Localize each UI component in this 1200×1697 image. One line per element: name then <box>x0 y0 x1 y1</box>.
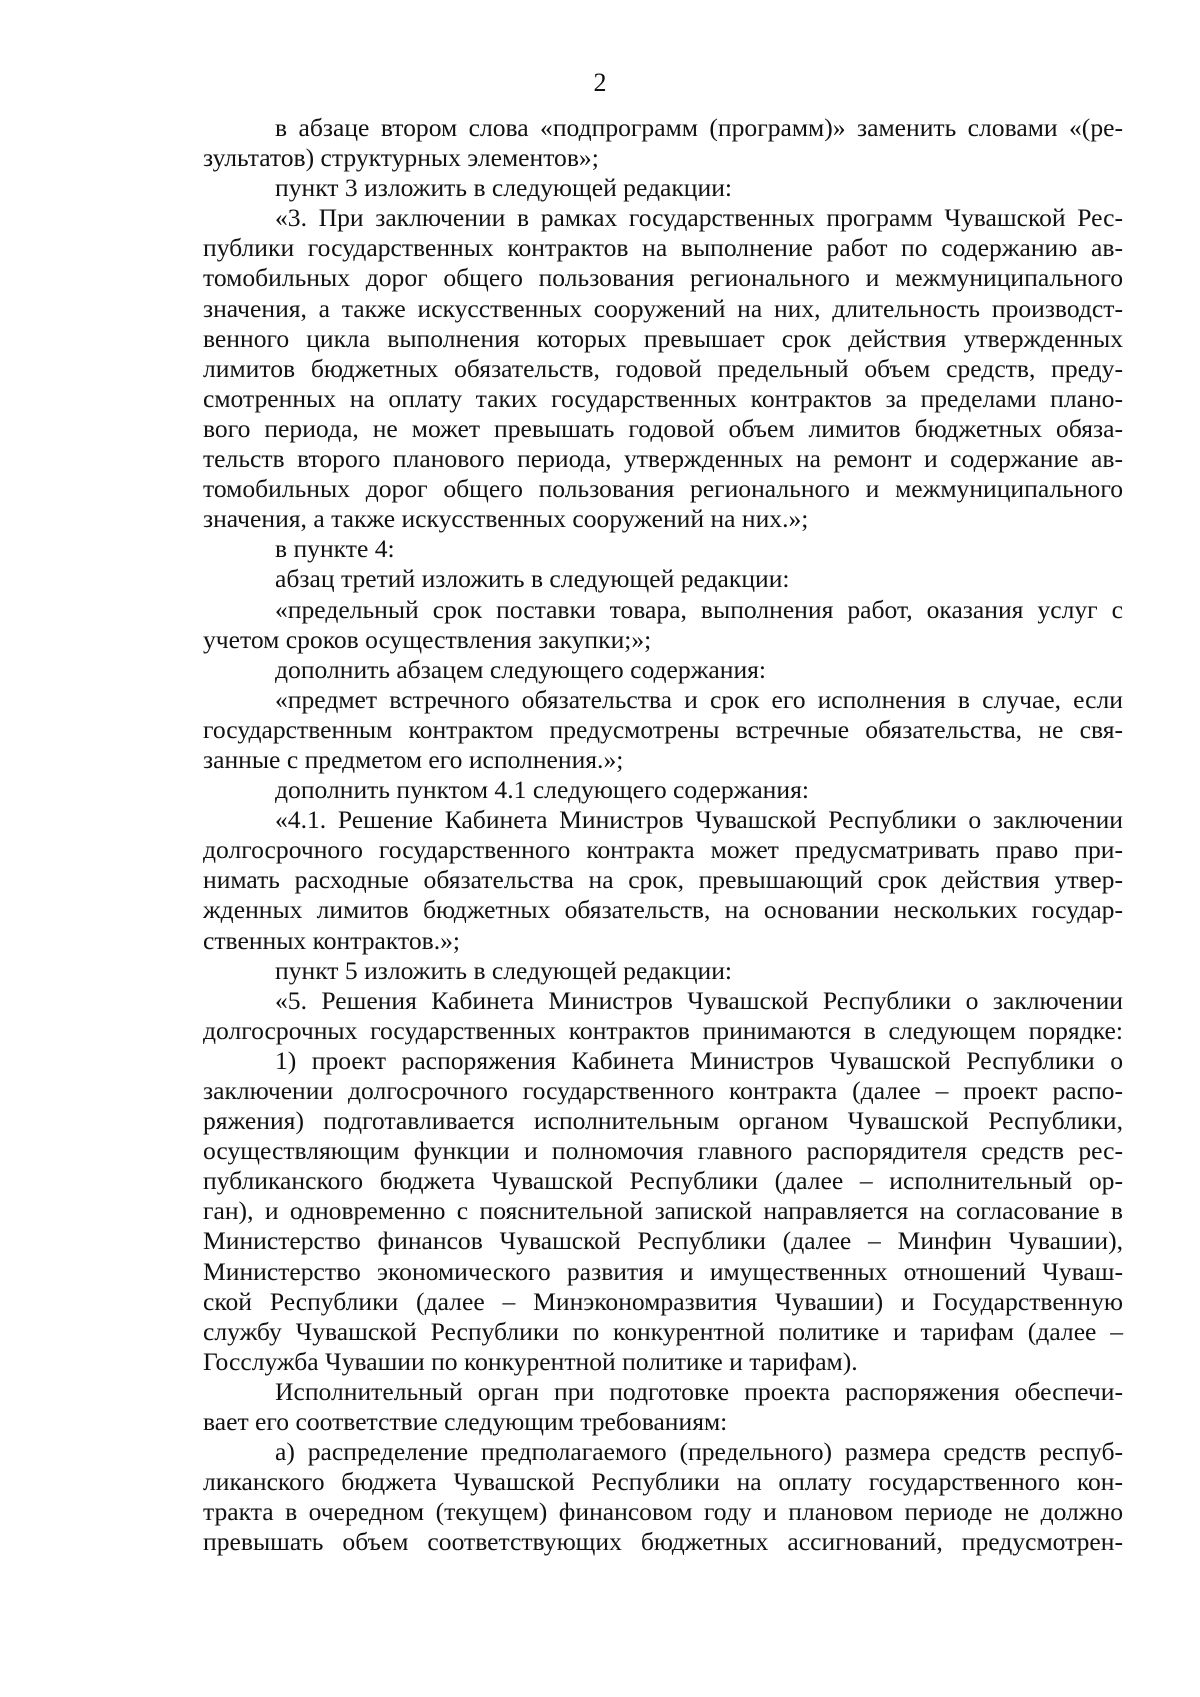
document-body <box>203 113 1123 1558</box>
text-line: абзац третий изложить в следующей редакции: <box>275 564 790 594</box>
text-line: а) распределение предполагаемого (предельного) размера средств респуб- <box>275 1437 1123 1467</box>
text-line: публиканского бюджета Чувашской Республики (далее – исполнительный ор- <box>203 1166 1123 1196</box>
text-line: венного цикла выполнения которых превышает срок действия утвержденных <box>203 323 1123 353</box>
text-line: заключении долгосрочного государственного контракта (далее – проект распо- <box>203 1076 1123 1105</box>
text-line: лимитов бюджетных обязательств, годовой предельный объем средств, преду- <box>203 353 1123 383</box>
text-line: томобильных дорог общего пользования регионального и межмуниципального <box>203 474 1123 504</box>
text-line: ственных контрактов.»; <box>203 925 461 955</box>
text-line: государственным контрактом предусмотрены встречные обязательства, не свя- <box>203 714 1123 744</box>
text-line: «предмет встречного обязательства и срок его исполнения в случае, если <box>275 684 1123 714</box>
text-line: томобильных дорог общего пользования регионального и межмуниципального <box>203 263 1123 293</box>
text-line: ряжения) подготавливается исполнительным органом Чувашской Республики, <box>203 1106 1123 1136</box>
text-line: в абзаце втором слова «подпрограмм (программ)» заменить словами «(ре- <box>275 113 1123 142</box>
text-line: жденных лимитов бюджетных обязательств, на основании нескольких государ- <box>203 895 1123 925</box>
text-line: публики государственных контрактов на выполнение работ по содержанию ав- <box>203 233 1123 263</box>
text-line: осуществляющим функции и полномочия главного распорядителя средств рес- <box>203 1136 1123 1166</box>
text-line: «предельный срок поставки товара, выполнения работ, оказания услуг с <box>275 594 1123 624</box>
text-line: ган), и одновременно с пояснительной запиской направляется на согласование в <box>203 1196 1123 1226</box>
text-line: дополнить абзацем следующего содержания: <box>275 654 767 684</box>
text-line: пункт 5 изложить в следующей редакции: <box>275 955 733 985</box>
text-line: долгосрочного государственного контракта может предусматривать право при- <box>203 835 1123 865</box>
text-line: Исполнительный орган при подготовке проекта распоряжения обеспечи- <box>275 1376 1123 1406</box>
text-line: в пункте 4: <box>275 534 395 564</box>
text-line: значения, а также искусственных сооружений на них.»; <box>203 504 809 534</box>
text-line: службу Чувашской Республики по конкурентной политике и тарифам (далее – <box>203 1316 1123 1346</box>
text-line: смотренных на оплату таких государственных контрактов за пределами плано- <box>203 383 1123 413</box>
text-line: «3. При заключении в рамках государственных программ Чувашской Рес- <box>275 203 1123 233</box>
text-line: тракта в очередном (текущем) финансовом году и плановом периоде не должно <box>203 1497 1123 1527</box>
text-line: вает его соответствие следующим требованиям: <box>203 1407 728 1437</box>
text-line: долгосрочных государственных контрактов принимаются в следующем порядке: <box>203 1015 1123 1045</box>
text-line: ской Республики (далее – Минэкономразвития Чувашии) и Государственную <box>203 1286 1123 1316</box>
text-line: ликанского бюджета Чувашской Республики на оплату государственного кон- <box>203 1467 1123 1497</box>
text-line: превышать объем соответствующих бюджетных ассигнований, предусмотрен- <box>203 1527 1123 1557</box>
text-line: 1) проект распоряжения Кабинета Министров Чувашской Республики о <box>275 1045 1123 1075</box>
text-line: Министерство экономического развития и имущественных отношений Чуваш- <box>203 1256 1123 1286</box>
text-line: Министерство финансов Чувашской Республики (далее – Минфин Чувашии), <box>203 1226 1123 1256</box>
text-line: «4.1. Решение Кабинета Министров Чувашской Республики о заключении <box>275 805 1123 835</box>
text-line: пункт 3 изложить в следующей редакции: <box>275 173 733 203</box>
text-line: дополнить пунктом 4.1 следующего содержания: <box>275 775 809 805</box>
text-line: Госслужба Чувашии по конкурентной политике и тарифам). <box>203 1346 858 1376</box>
text-line: значения, а также искусственных сооружений на них, длительность производст- <box>203 293 1123 323</box>
text-line: тельств второго планового периода, утвержденных на ремонт и содержание ав- <box>203 444 1123 474</box>
text-line: учетом сроков осуществления закупки;»; <box>203 624 652 654</box>
text-line: занные с предметом его исполнения.»; <box>203 744 624 774</box>
text-line: вого периода, не может превышать годовой объем лимитов бюджетных обяза- <box>203 413 1123 443</box>
page-number: 2 <box>593 68 607 97</box>
text-line: нимать расходные обязательства на срок, превышающий срок действия утвер- <box>203 865 1123 895</box>
text-line: «5. Решения Кабинета Министров Чувашской Республики о заключении <box>275 985 1123 1015</box>
text-line: зультатов) структурных элементов»; <box>203 143 599 173</box>
